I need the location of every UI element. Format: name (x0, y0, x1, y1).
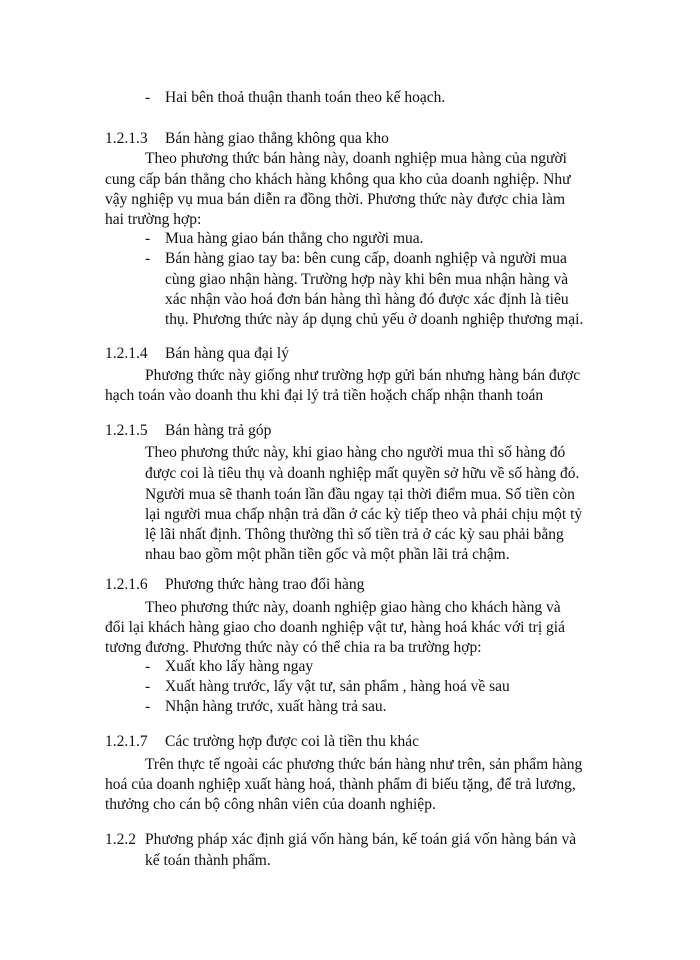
bullet-text: xác nhận vào hoá đơn bán hàng thì hàng đó được xác định là tiêu (165, 291, 569, 308)
bullet-dash: - (145, 658, 151, 675)
paragraph-line: cung cấp bán thẳng cho khách hàng không qua kho của doanh nghiệp. Như (105, 171, 571, 188)
section-number: 1.2.1.6 (105, 576, 148, 593)
paragraph-line: hai trường hợp: (105, 211, 202, 228)
bullet-text: Mua hàng giao bán thẳng cho người mua. (165, 230, 424, 247)
section-number: 1.2.1.5 (105, 422, 148, 439)
paragraph-line: thưởng cho cán bộ công nhân viên của doanh nghiệp. (105, 796, 436, 813)
paragraph-line: được coi là tiêu thụ và doanh nghiệp mất quyền sở hữu về số hàng đó. (145, 465, 580, 482)
paragraph-line: Theo phương thức này, khi giao hàng cho người mua thì số hàng đó (145, 444, 566, 461)
bullet-dash: - (145, 250, 151, 267)
bullet-text: Xuất kho lấy hàng ngay (165, 658, 314, 675)
bullet-text: Nhận hàng trước, xuất hàng trả sau. (165, 698, 387, 715)
paragraph-line: Theo phương thức bán hàng này, doanh nghiệp mua hàng của người (145, 150, 567, 167)
paragraph-line: Theo phương thức này, doanh nghiệp giao hàng cho khách hàng và (145, 599, 561, 616)
paragraph-line: vậy nghiệp vụ mua bán diễn ra đồng thời. Phương thức này được chia làm (105, 191, 566, 208)
bullet-text: Bán hàng giao tay ba: bên cung cấp, doanh nghiệp và người mua (165, 250, 567, 267)
section-number: 1.2.2 (105, 831, 136, 848)
bullet-dash: - (145, 678, 151, 695)
paragraph-line: Trên thực tế ngoài các phương thức bán hàng như trên, sản phẩm hàng (145, 756, 583, 773)
paragraph-line: hạch toán vào doanh thu khi đại lý trả tiền hoặch chấp nhận thanh toán (105, 387, 544, 404)
section-number: 1.2.1.7 (105, 733, 148, 750)
paragraph-line: lệ lãi nhất định. Thông thường thì số tiền trả ở các kỳ sau phải bằng (145, 526, 564, 543)
section-heading: Phương pháp xác định giá vốn hàng bán, kế toán giá vốn hàng bán và (145, 831, 577, 848)
bullet-dash: - (145, 698, 151, 715)
section-heading: Bán hàng trả góp (165, 422, 272, 439)
bullet-dash: - (145, 89, 151, 106)
bullet-text: cùng giao nhận hàng. Trường hợp này khi bên mua nhận hàng và (165, 271, 569, 288)
section-number: 1.2.1.4 (105, 345, 148, 362)
section-heading: Bán hàng giao thẳng không qua kho (165, 130, 389, 147)
paragraph-line: hoá của doanh nghiệp xuất hàng hoá, thành phẩm đi biếu tặng, để trả lương, (105, 776, 576, 793)
bullet-dash: - (145, 230, 151, 247)
section-number: 1.2.1.3 (105, 130, 148, 147)
section-heading: kế toán thành phẩm. (145, 852, 271, 869)
section-heading: Bán hàng qua đại lý (165, 345, 289, 362)
bullet-text: Xuất hàng trước, lấy vật tư, sản phẩm , hàng hoá về sau (165, 678, 510, 695)
paragraph-line: đổi lại khách hàng giao cho doanh nghiệp vật tư, hàng hoá khác với trị giá (105, 619, 565, 636)
bullet-text: thụ. Phương thức này áp dụng chủ yếu ở doanh nghiệp thương mại. (165, 311, 584, 328)
section-heading: Các trường hợp được coi là tiền thu khác (165, 733, 420, 750)
paragraph-line: Người mua sẽ thanh toán lần đầu ngay tại thời điểm mua. Số tiền còn (145, 486, 575, 503)
paragraph-line: nhau bao gồm một phần tiền gốc và một phần lãi trả chậm. (145, 546, 510, 563)
paragraph-line: lại người mua chấp nhận trả dần ở các kỳ tiếp theo và phải chịu một tỷ (145, 506, 583, 523)
section-heading: Phương thức hàng trao đổi hàng (165, 576, 365, 593)
paragraph-line: Phương thức này giống như trường hợp gửi bán nhưng hàng bán được (145, 367, 581, 384)
intro-bullet-text: Hai bên thoả thuận thanh toán theo kế hoạch. (165, 89, 446, 106)
paragraph-line: tương đương. Phương thức này có thể chia ra ba trường hợp: (105, 639, 482, 656)
